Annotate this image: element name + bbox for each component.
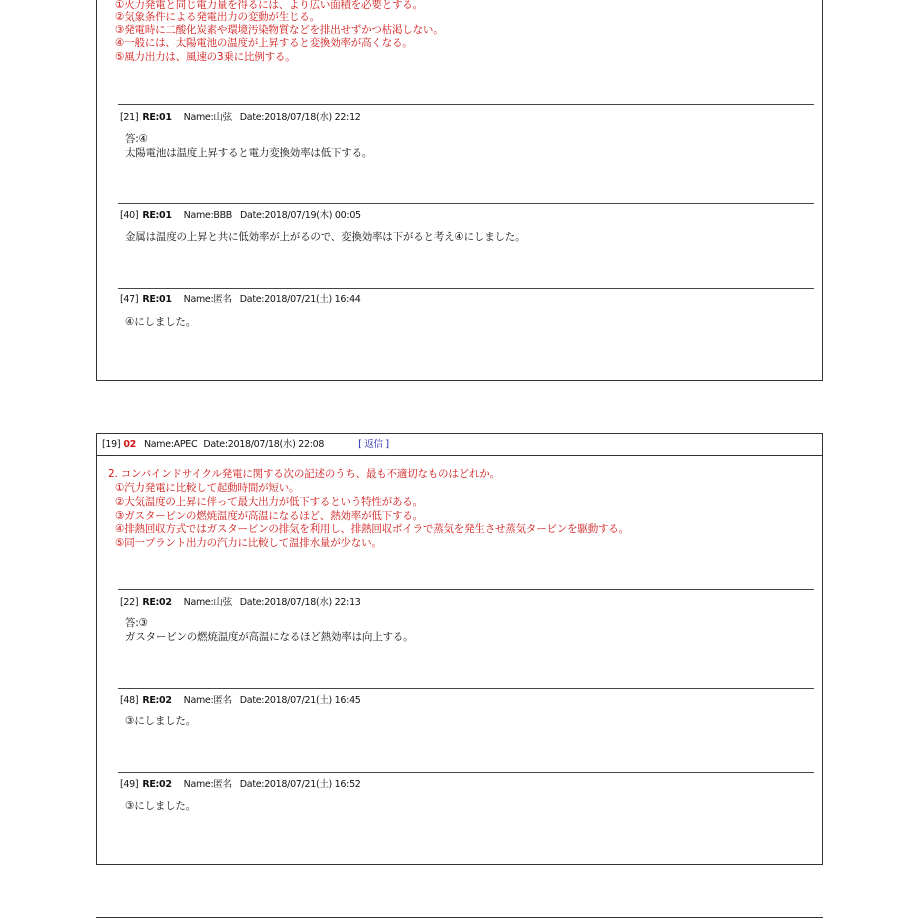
reply-body-line: ③にしました。 (125, 800, 197, 812)
post-date: Date:2018/07/18(水) 22:08 (203, 439, 325, 450)
reply-re-label: RE:02 (142, 779, 172, 790)
question-line: ④一般には、太陽電池の温度が上昇すると変換効率が高くなる。 (115, 37, 413, 49)
reply-date: Date:2018/07/21(土) 16:44 (239, 294, 361, 305)
reply-author: Name:匿名 (183, 695, 232, 706)
question-line: ⑤風力出力は、風速の3乗に比例する。 (115, 51, 296, 63)
reply-date: Date:2018/07/18(水) 22:13 (239, 597, 361, 608)
reply-separator (118, 288, 814, 289)
reply-body-line: ガスタービンの燃焼温度が高温になるほど熱効率は向上する。 (125, 631, 414, 643)
question-line: ⑤同一プラント出力の汽力に比較して温排水量が少ない。 (115, 537, 382, 549)
reply-link[interactable]: [ 返信 ] (358, 439, 389, 450)
post-author: Name:APEC (143, 439, 198, 450)
reply-header (120, 779, 361, 791)
reply-index: [21] (120, 112, 139, 123)
reply-body-line: 太陽電池は温度上昇すると電力変換効率は低下する。 (125, 147, 373, 159)
question-line: ④排熱回収方式ではガスタービンの排気を利用し、排熱回収ボイラで蒸気を発生させ蒸気タービンを駆動する。 (115, 523, 629, 535)
reply-re-label: RE:02 (142, 695, 172, 706)
reply-body-line: ③にしました。 (125, 715, 197, 727)
reply-separator (118, 688, 814, 689)
reply-author: Name:BBB (183, 210, 233, 221)
reply-author: Name:山弦 (183, 112, 232, 123)
reply-re-label: RE:01 (142, 294, 172, 305)
reply-header (120, 294, 361, 306)
reply-body-line: ④にしました。 (125, 316, 197, 328)
question-line: ②気象条件による発電出力の変動が生じる。 (115, 11, 320, 23)
question-line: ①火力発電と同じ電力量を得るには、より広い面積を必要とする。 (115, 0, 423, 11)
post-02-header (96, 433, 823, 456)
next-post-header-edge (96, 917, 823, 918)
reply-body-line: 金属は温度の上昇と共に低効率が上がるので、変換効率は下がると考え④にしました。 (125, 231, 526, 243)
reply-re-label: RE:02 (142, 597, 172, 608)
post-index: [19] (102, 439, 121, 450)
reply-index: [49] (120, 779, 139, 790)
reply-index: [40] (120, 210, 139, 221)
reply-separator (118, 203, 814, 204)
reply-separator (118, 104, 814, 105)
reply-header (120, 695, 361, 707)
question-line: ③発電時に二酸化炭素や環境汚染物質などを排出せずかつ枯渇しない。 (115, 24, 444, 36)
question-title: 2. コンバインドサイクル発電に関する次の記述のうち、最も不適切なものはどれか。 (108, 468, 500, 480)
reply-date: Date:2018/07/21(土) 16:52 (239, 779, 361, 790)
reply-author: Name:匿名 (183, 294, 232, 305)
question-line: ③ガスタービンの燃焼温度が高温になるほど、熱効率が低下する。 (115, 510, 423, 522)
reply-header (120, 112, 361, 124)
reply-header (120, 597, 361, 609)
reply-separator (118, 772, 814, 773)
reply-index: [22] (120, 597, 139, 608)
reply-re-label: RE:01 (142, 112, 172, 123)
reply-body-line: 答:③ (125, 617, 148, 629)
reply-author: Name:匿名 (183, 779, 232, 790)
reply-re-label: RE:01 (142, 210, 172, 221)
reply-header (120, 210, 361, 222)
reply-date: Date:2018/07/21(土) 16:45 (239, 695, 361, 706)
reply-date: Date:2018/07/19(木) 00:05 (240, 210, 361, 221)
reply-index: [48] (120, 695, 139, 706)
reply-separator (118, 589, 814, 590)
reply-index: [47] (120, 294, 139, 305)
post-number: 02 (123, 439, 136, 450)
reply-author: Name:山弦 (183, 597, 232, 608)
question-line: ①汽力発電に比較して起動時間が短い。 (115, 482, 300, 494)
question-line: ②大気温度の上昇に伴って最大出力が低下するという特性がある。 (115, 496, 423, 508)
reply-body-line: 答:④ (125, 133, 148, 145)
reply-date: Date:2018/07/18(水) 22:12 (239, 112, 361, 123)
